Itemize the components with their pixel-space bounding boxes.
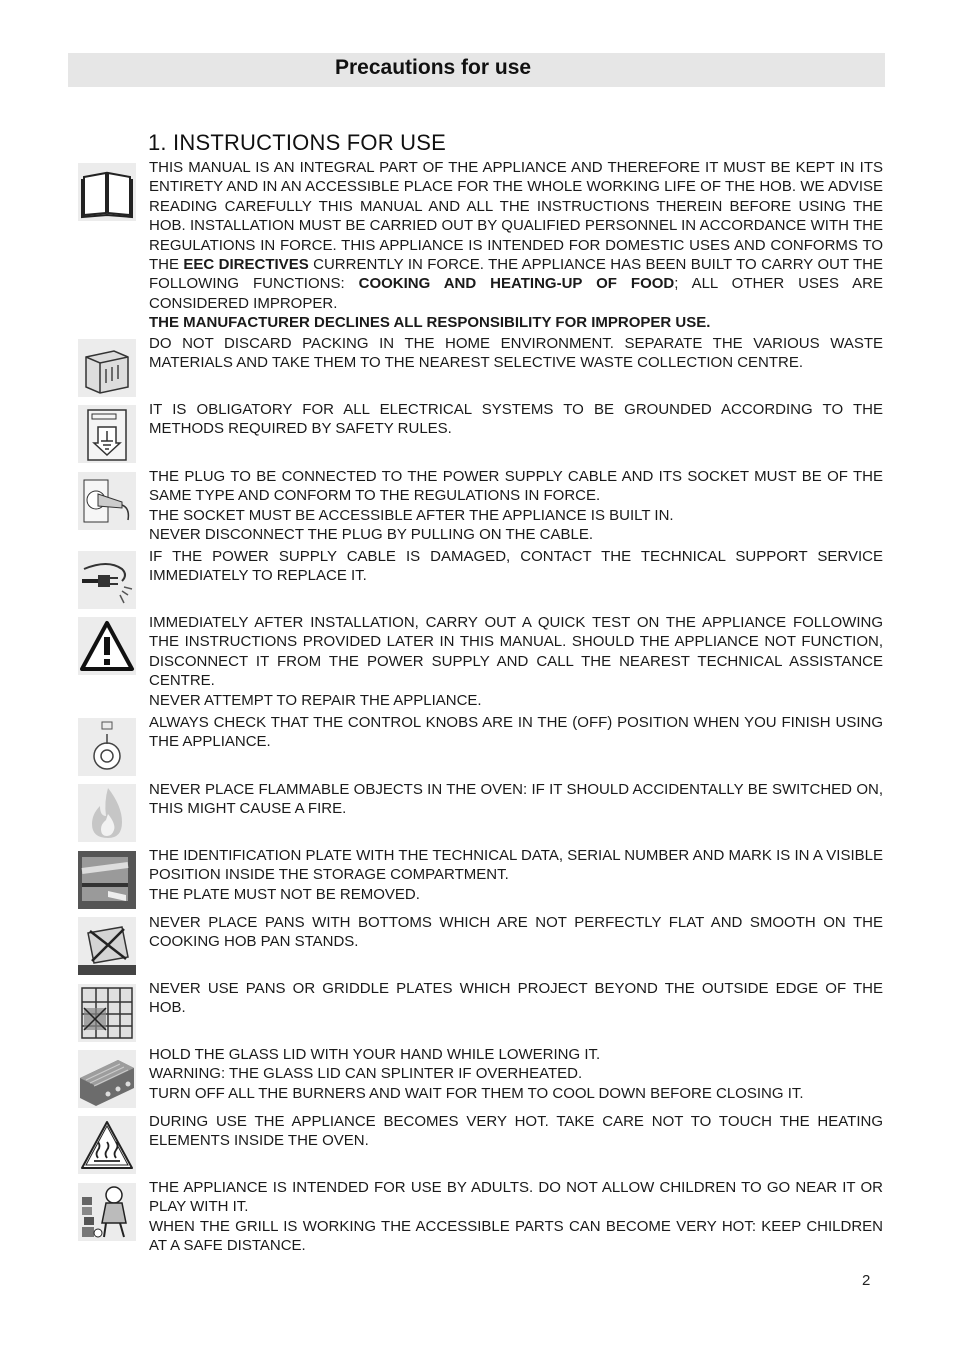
open-book-icon [78, 163, 136, 221]
hob-pan-stands-icon [78, 984, 136, 1042]
children-icon [78, 1183, 136, 1241]
page-number: 2 [862, 1272, 871, 1289]
eec-directives: EEC DIRECTIVES [183, 256, 309, 274]
pans-paragraph: NEVER PLACE PANS WITH BOTTOMS WHICH ARE NOT PERFECTLY FLAT AND SMOOTH ON THE COOKING HOB PAN STANDS. [149, 914, 883, 951]
block-plate [149, 846, 883, 904]
block-plug [149, 467, 883, 545]
children-paragraph: WHEN THE GRILL IS WORKING THE ACCESSIBLE PARTS CAN BECOME VERY HOT: KEEP CHILDREN AT A SAFE DISTANCE. [149, 1217, 883, 1255]
test-paragraph: NEVER ATTEMPT TO REPAIR THE APPLIANCE. [149, 691, 482, 709]
plug-paragraph: NEVER DISCONNECT THE PLUG BY PULLING ON THE CABLE. [149, 526, 594, 544]
packing-paragraph: DO NOT DISCARD PACKING IN THE HOME ENVIRONMENT. SEPARATE THE VARIOUS WASTE MATERIALS AND TAKE THEM TO THE NEAREST SELECTIVE WASTE COLLECTION CENTRE. [149, 335, 883, 372]
packaging-box-icon [78, 339, 136, 397]
block-lid [149, 1045, 883, 1103]
section-heading: 1. INSTRUCTIONS FOR USE [148, 130, 446, 155]
test-paragraph: IMMEDIATELY AFTER INSTALLATION, CARRY OUT A QUICK TEST ON THE APPLIANCE FOLLOWING THE INSTRUCTIONS PROVIDED LATER IN THIS MANUAL. SHOULD THE APPLIANCE NOT FUNCTION, DISCONNECT IT FROM THE POWER SUPPLY AND CALL THE NEAREST TECHNICAL ASSISTANCE CENTRE. [149, 614, 883, 690]
block-test [149, 613, 883, 710]
intended-functions: COOKING AND HEATING-UP OF FOOD [358, 275, 675, 293]
plate-paragraph: THE IDENTIFICATION PLATE WITH THE TECHNICAL DATA, SERIAL NUMBER AND MARK IS IN A VISIBLE POSITION INSIDE THE STORAGE COMPARTMENT. [149, 847, 883, 884]
plate-paragraph: THE PLATE MUST NOT BE REMOVED. [149, 885, 420, 903]
block-griddle [149, 979, 883, 1018]
page-title: Precautions for use [335, 56, 532, 79]
ground-symbol-icon [78, 405, 136, 463]
block-hot [149, 1112, 883, 1151]
warning-triangle-icon [78, 617, 136, 675]
damaged-cable-icon [78, 551, 136, 609]
flammable-paragraph: NEVER PLACE FLAMMABLE OBJECTS IN THE OVEN: IF IT SHOULD ACCIDENTALLY BE SWITCHED ON, THIS MIGHT CAUSE A FIRE. [149, 781, 883, 818]
power-plug-icon [78, 472, 136, 530]
uneven-pan-icon [78, 917, 136, 975]
lid-paragraph: TURN OFF ALL THE BURNERS AND WAIT FOR THEM TO COOL DOWN BEFORE CLOSING IT. [149, 1084, 804, 1102]
block-knobs [149, 713, 883, 752]
manual-paragraph: THIS MANUAL IS AN INTEGRAL PART OF THE APPLIANCE AND THEREFORE IT MUST BE KEPT IN ITS ENTIRETY AND IN AN ACCESSIBLE PLACE FOR THE WHOLE WORKING LIFE OF THE HOB. WE ADVISE READING CAREFULLY THIS MANUAL AND ALL THE INSTRUCTIONS THEREIN BEFORE USING THE HOB. INSTALLATION MUST BE CARRIED OUT BY QUALIFIED PERSONNEL IN ACCORDANCE WITH THE REGULATIONS IN FORCE. THIS APPLIANCE IS INTENDED FOR DOMESTIC USES AND CONFORMS TO THE EEC DIRECTIVES CURRENTLY IN FORCE. THE APPLIANCE HAS BEEN BUILT TO CARRY OUT THE FOLLOWING FUNCTIONS: COOKING AND HEATING-UP OF FOOD; ALL OTHER USES ARE CONSIDERED IMPROPER. [149, 159, 883, 312]
identification-plate-icon [78, 851, 136, 909]
lid-paragraph: HOLD THE GLASS LID WITH YOUR HAND WHILE LOWERING IT. [149, 1046, 601, 1063]
plug-paragraph: THE PLUG TO BE CONNECTED TO THE POWER SUPPLY CABLE AND ITS SOCKET MUST BE OF THE SAME TYPE AND CONFORM TO THE REGULATIONS IN FORCE. [149, 468, 883, 505]
griddle-paragraph: NEVER USE PANS OR GRIDDLE PLATES WHICH PROJECT BEYOND THE OUTSIDE EDGE OF THE HOB. [149, 980, 883, 1017]
manufacturer-disclaimer: THE MANUFACTURER DECLINES ALL RESPONSIBILITY FOR IMPROPER USE. [149, 314, 711, 332]
hot-surface-icon [78, 1116, 136, 1174]
block-manual [149, 158, 883, 333]
block-packing [149, 334, 883, 373]
cable-paragraph: IF THE POWER SUPPLY CABLE IS DAMAGED, CONTACT THE TECHNICAL SUPPORT SERVICE IMMEDIATELY TO REPLACE IT. [149, 548, 883, 585]
block-cable [149, 547, 883, 586]
header-bar [68, 53, 885, 87]
block-flammable [149, 780, 883, 819]
block-grounding [149, 400, 883, 439]
hot-paragraph: DURING USE THE APPLIANCE BECOMES VERY HOT. TAKE CARE NOT TO TOUCH THE HEATING ELEMENTS INSIDE THE OVEN. [149, 1113, 883, 1150]
flame-icon [78, 784, 136, 842]
grounding-paragraph: IT IS OBLIGATORY FOR ALL ELECTRICAL SYSTEMS TO BE GROUNDED ACCORDING TO THE METHODS REQUIRED BY SAFETY RULES. [149, 401, 883, 438]
plug-paragraph: THE SOCKET MUST BE ACCESSIBLE AFTER THE APPLIANCE IS BUILT IN. [149, 506, 674, 524]
block-children [149, 1178, 883, 1256]
block-pans [149, 913, 883, 952]
children-paragraph: THE APPLIANCE IS INTENDED FOR USE BY ADULTS. DO NOT ALLOW CHILDREN TO GO NEAR IT OR PLAY WITH IT. [149, 1179, 883, 1216]
glass-lid-icon [78, 1050, 136, 1108]
control-knob-icon [78, 718, 136, 776]
lid-paragraph: WARNING: THE GLASS LID CAN SPLINTER IF OVERHEATED. [149, 1065, 583, 1083]
knobs-paragraph: ALWAYS CHECK THAT THE CONTROL KNOBS ARE IN THE (OFF) POSITION WHEN YOU FINISH USING THE APPLIANCE. [149, 714, 883, 751]
